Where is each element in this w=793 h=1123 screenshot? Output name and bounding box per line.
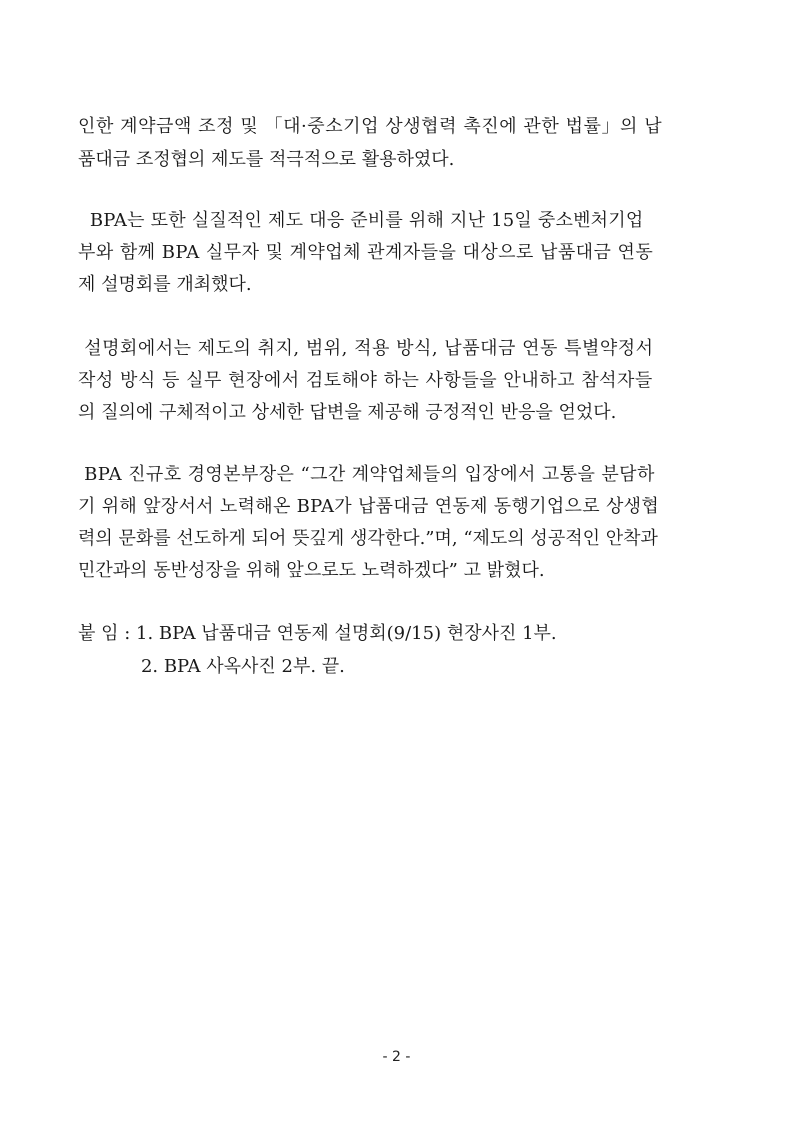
paragraph-4-line-3: 력의 문화를 선도하게 되어 뜻깊게 생각한다.”며, “제도의 성공적인 안착과 <box>78 528 658 549</box>
paragraph-3-line-1: 설명회에서는 제도의 취지, 범위, 적용 방식, 납품대금 연동 특별약정서 <box>78 338 654 359</box>
page-number: - 2 - <box>382 1049 411 1065</box>
paragraph-2-line-1: BPA는 또한 실질적인 제도 대응 준비를 위해 지난 15일 중소벤처기업 <box>78 210 644 231</box>
paragraph-3-line-3: 의 질의에 구체적이고 상세한 답변을 제공해 긍정적인 반응을 얻었다. <box>78 402 617 423</box>
paragraph-3-line-2: 작성 방식 등 실무 현장에서 검토해야 하는 사항들을 안내하고 참석자들 <box>78 370 653 391</box>
paragraph-4-line-4: 민간과의 동반성장을 위해 앞으로도 노력하겠다” 고 밝혔다. <box>78 560 545 581</box>
attachment-line-1: 붙 임 : 1. BPA 납품대금 연동제 설명회(9/15) 현장사진 1부. <box>78 623 557 644</box>
paragraph-4-line-1: BPA 진규호 경영본부장은 “그간 계약업체들의 입장에서 고통을 분담하 <box>78 464 655 485</box>
paragraph-1-line-1: 인한 계약금액 조정 및 「대·중소기업 상생협력 촉진에 관한 법률」의 납 <box>78 116 663 137</box>
paragraph-2-line-2: 부와 함께 BPA 실무자 및 계약업체 관계자들을 대상으로 납품대금 연동 <box>78 242 654 263</box>
paragraph-4-line-2: 기 위해 앞장서서 노력해온 BPA가 납품대금 연동제 동행기업으로 상생협 <box>78 496 660 517</box>
paragraph-1-line-2: 품대금 조정협의 제도를 적극적으로 활용하였다. <box>78 149 455 170</box>
paragraph-2-line-3: 제 설명회를 개최했다. <box>78 274 252 295</box>
attachment-line-2: 2. BPA 사옥사진 2부. 끝. <box>78 656 345 677</box>
